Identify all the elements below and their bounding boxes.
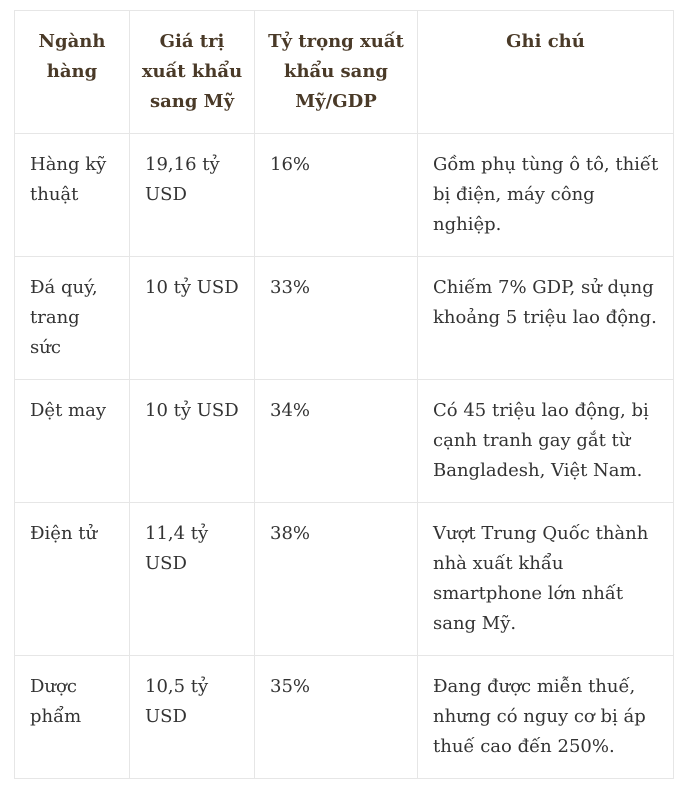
cell-export-value: 11,4 tỷ USD bbox=[130, 503, 255, 656]
table-row bbox=[15, 134, 674, 257]
table-body bbox=[15, 134, 674, 779]
table-row bbox=[15, 656, 674, 779]
cell-export-share: 38% bbox=[255, 503, 418, 656]
table-row bbox=[15, 257, 674, 380]
cell-export-value: 10 tỷ USD bbox=[130, 257, 255, 380]
cell-export-value: 10,5 tỷ USD bbox=[130, 656, 255, 779]
table-row bbox=[15, 503, 674, 656]
header-sector: Ngành hàng bbox=[15, 11, 130, 134]
cell-sector: Dệt may bbox=[15, 380, 130, 503]
cell-export-share: 16% bbox=[255, 134, 418, 257]
table-row bbox=[15, 380, 674, 503]
header-note: Ghi chú bbox=[418, 11, 674, 134]
header-export-value: Giá trị xuất khẩu sang Mỹ bbox=[130, 11, 255, 134]
export-table bbox=[14, 10, 674, 779]
cell-sector: Hàng kỹ thuật bbox=[15, 134, 130, 257]
table-header bbox=[15, 11, 674, 134]
cell-note: Đang được miễn thuế, nhưng có nguy cơ bị áp thuế cao đến 250%. bbox=[418, 656, 674, 779]
header-row bbox=[15, 11, 674, 134]
cell-export-value: 10 tỷ USD bbox=[130, 380, 255, 503]
cell-note: Có 45 triệu lao động, bị cạnh tranh gay gắt từ Bangladesh, Việt Nam. bbox=[418, 380, 674, 503]
cell-note: Vượt Trung Quốc thành nhà xuất khẩu smartphone lớn nhất sang Mỹ. bbox=[418, 503, 674, 656]
cell-sector: Dược phẩm bbox=[15, 656, 130, 779]
cell-export-share: 35% bbox=[255, 656, 418, 779]
cell-export-share: 33% bbox=[255, 257, 418, 380]
cell-note: Gồm phụ tùng ô tô, thiết bị điện, máy công nghiệp. bbox=[418, 134, 674, 257]
cell-note: Chiếm 7% GDP, sử dụng khoảng 5 triệu lao động. bbox=[418, 257, 674, 380]
cell-export-share: 34% bbox=[255, 380, 418, 503]
cell-sector: Đá quý, trang sức bbox=[15, 257, 130, 380]
cell-export-value: 19,16 tỷ USD bbox=[130, 134, 255, 257]
cell-sector: Điện tử bbox=[15, 503, 130, 656]
header-export-share: Tỷ trọng xuất khẩu sang Mỹ/GDP bbox=[255, 11, 418, 134]
